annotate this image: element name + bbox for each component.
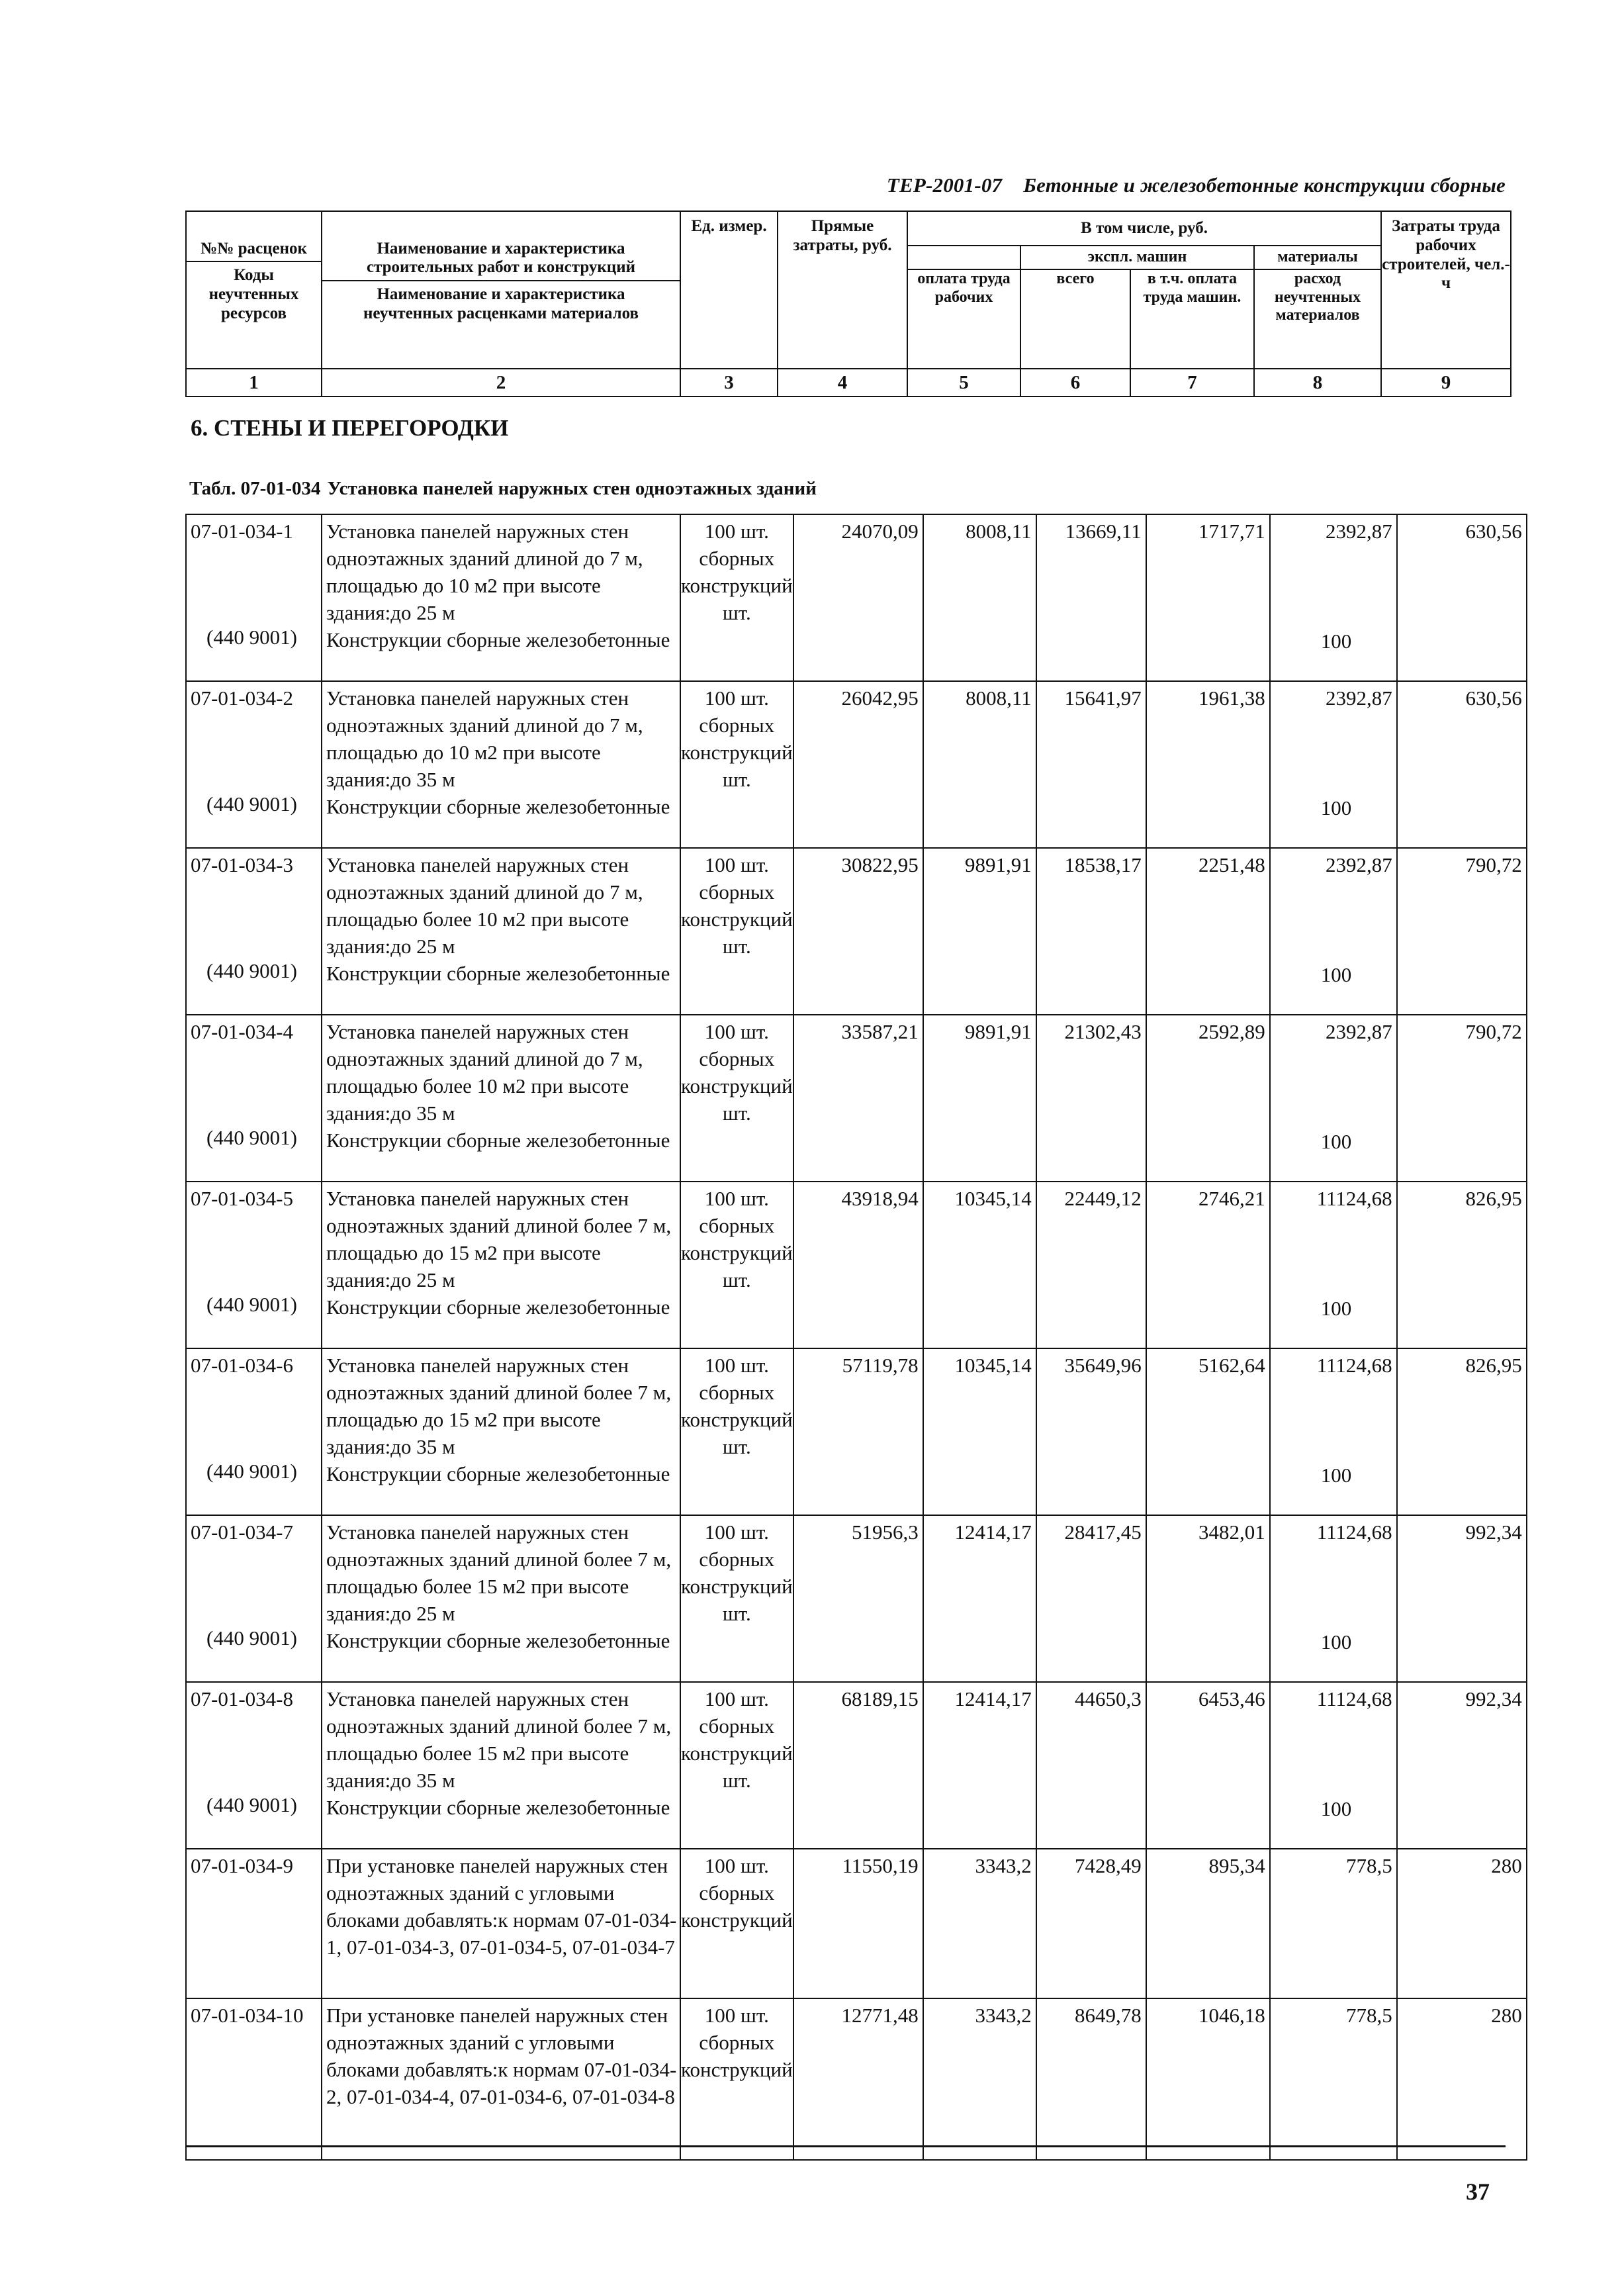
rate-code-wrap (187, 1849, 321, 1998)
table-row (186, 1998, 1527, 2160)
machines-labor-cell: 1961,38 (1146, 681, 1270, 848)
rate-code-wrap (187, 1349, 321, 1515)
header-machines-total: всего (1020, 269, 1130, 369)
unit-cell (680, 681, 793, 848)
material-description: Конструкции сборные железобетонные (326, 628, 670, 651)
direct-costs-cell: 11550,19 (793, 1849, 923, 1998)
table-row (186, 1182, 1527, 1348)
description-wrap (322, 1849, 680, 1961)
labor-pay-cell: 12414,17 (923, 1515, 1036, 1682)
rate-code-wrap (187, 849, 321, 1014)
rate-code-wrap (187, 1015, 321, 1181)
rate-code-cell (186, 1015, 322, 1182)
unit-wrap (681, 1182, 793, 1293)
unit-wrap (681, 515, 793, 626)
materials-value: 2392,87 (1325, 853, 1392, 876)
footer-rule (185, 2145, 1506, 2147)
rate-code: 07-01-034-7 (191, 1520, 293, 1544)
machines-labor-cell: 895,34 (1146, 1849, 1270, 1998)
description-cell (322, 1182, 680, 1348)
col-number-5: 5 (907, 369, 1020, 397)
resource-code: (440 9001) (206, 1460, 297, 1483)
section-title: 6. СТЕНЫ И ПЕРЕГОРОДКИ (191, 415, 509, 441)
rate-code: 07-01-034-2 (191, 686, 293, 710)
unit-value: 100 шт. сборных конструкций (681, 1020, 793, 1097)
unit-wrap (681, 849, 793, 960)
document-code: ТЕР-2001-07 (886, 173, 1003, 197)
machines-total-cell: 22449,12 (1036, 1182, 1146, 1348)
unit-value: 100 шт. сборных конструкций (681, 1520, 793, 1598)
table-caption (189, 478, 817, 500)
rate-code: 07-01-034-4 (191, 1020, 293, 1043)
description-cell (322, 1998, 680, 2160)
machines-total-cell: 7428,49 (1036, 1849, 1146, 1998)
unit-wrap (681, 1516, 793, 1627)
rate-code-cell (186, 1515, 322, 1682)
col-number-1: 1 (186, 369, 322, 397)
description-wrap (322, 1015, 680, 1154)
unit-cell (680, 1515, 793, 1682)
header-labor-hours-col: Затраты труда рабочих строителей, чел.-ч (1381, 211, 1511, 369)
rate-code-cell (186, 514, 322, 681)
machines-labor-cell: 1046,18 (1146, 1998, 1270, 2160)
work-description: Установка панелей наружных стен одноэтажных зданий длиной более 7 м, площадью до 15 м2 при высоте здания:до 25 м (326, 1187, 672, 1291)
rate-code-wrap (187, 1683, 321, 1848)
table-row (186, 1682, 1527, 1849)
materials-value: 11124,68 (1316, 1187, 1392, 1210)
materials-value: 778,5 (1345, 1854, 1392, 1877)
resource-code: (440 9001) (206, 626, 297, 649)
materials-value: 11124,68 (1316, 1520, 1392, 1544)
unit-value: 100 шт. сборных конструкций (681, 1354, 793, 1431)
unit-value: 100 шт. сборных конструкций (681, 1854, 793, 1932)
material-quantity: 100 (1320, 963, 1352, 986)
rate-code: 07-01-034-3 (191, 853, 293, 876)
rate-code-cell (186, 1682, 322, 1849)
description-wrap (322, 1516, 680, 1654)
work-description: Установка панелей наружных стен одноэтажных зданий длиной до 7 м, площадью более 10 м2 при высоте здания:до 25 м (326, 853, 643, 958)
material-unit: шт. (722, 1602, 751, 1625)
work-description: Установка панелей наружных стен одноэтажных зданий длиной до 7 м, площадью до 10 м2 при высоте здания:до 25 м (326, 520, 643, 624)
direct-costs-cell: 30822,95 (793, 848, 923, 1015)
materials-value: 778,5 (1345, 2004, 1392, 2027)
work-description: Установка панелей наружных стен одноэтажных зданий длиной более 7 м, площадью более 15 м2 при высоте здания:до 35 м (326, 1687, 672, 1792)
machines-total-cell: 18538,17 (1036, 848, 1146, 1015)
rate-code: 07-01-034-9 (191, 1854, 293, 1877)
table-row (186, 681, 1527, 848)
machines-total-cell: 21302,43 (1036, 1015, 1146, 1182)
work-description: Установка панелей наружных стен одноэтажных зданий длиной до 7 м, площадью до 10 м2 при высоте здания:до 35 м (326, 686, 643, 791)
document-title: Бетонные и железобетонные конструкции сборные (1023, 173, 1506, 197)
material-unit: шт. (722, 1268, 751, 1291)
material-unit: шт. (722, 601, 751, 624)
machines-total-cell: 44650,3 (1036, 1682, 1146, 1849)
description-cell (322, 848, 680, 1015)
rate-code-wrap (187, 1182, 321, 1348)
description-wrap (322, 515, 680, 653)
direct-costs-cell: 24070,09 (793, 514, 923, 681)
col-number-4: 4 (778, 369, 907, 397)
unit-value: 100 шт. сборных конструкций (681, 520, 793, 597)
col-number-2: 2 (322, 369, 680, 397)
materials-cell (1270, 681, 1397, 848)
unit-cell (680, 1348, 793, 1515)
machines-labor-cell: 1717,71 (1146, 514, 1270, 681)
work-description: При установке панелей наружных стен одноэтажных зданий с угловыми блоками добавлять:к нормам 07-01-034-2, 07-01-034-4, 07-01-034-6, 07-01-034-8 (326, 2004, 677, 2108)
machines-labor-cell: 3482,01 (1146, 1515, 1270, 1682)
table-row (186, 514, 1527, 681)
direct-costs-cell: 57119,78 (793, 1348, 923, 1515)
table-row (186, 1348, 1527, 1515)
material-unit: шт. (722, 1435, 751, 1458)
material-quantity: 100 (1320, 1464, 1352, 1487)
direct-costs-cell: 33587,21 (793, 1015, 923, 1182)
unit-cell (680, 514, 793, 681)
col-number-9: 9 (1381, 369, 1511, 397)
material-description: Конструкции сборные железобетонные (326, 1295, 670, 1319)
labor-pay-cell: 10345,14 (923, 1182, 1036, 1348)
header-name-col: Наименование и характеристика строительных работ и конструкций Наименование и характеристика неучтенных расценками материалов (322, 211, 680, 369)
material-quantity: 100 (1320, 630, 1352, 653)
material-quantity: 100 (1320, 1797, 1352, 1820)
materials-cell (1270, 1348, 1397, 1515)
direct-costs-cell: 26042,95 (793, 681, 923, 848)
rates-table (185, 514, 1527, 2161)
resource-code: (440 9001) (206, 1793, 297, 1816)
rate-code-wrap (187, 1999, 321, 2159)
unit-wrap (681, 1849, 793, 1934)
page-number: 37 (1466, 2178, 1490, 2205)
materials-cell (1270, 1849, 1397, 1998)
col-number-6: 6 (1020, 369, 1130, 397)
header-labor-pay: оплата труда рабочих (907, 269, 1020, 369)
machines-labor-cell: 2592,89 (1146, 1015, 1270, 1182)
material-description: Конструкции сборные железобетонные (326, 1129, 670, 1152)
table-row (186, 1015, 1527, 1182)
rate-code-cell (186, 1348, 322, 1515)
description-wrap (322, 1683, 680, 1821)
header-unit-col: Ед. измер. (680, 211, 778, 369)
unit-value: 100 шт. сборных конструкций (681, 1187, 793, 1264)
direct-costs-cell: 43918,94 (793, 1182, 923, 1348)
labor-hours-cell: 826,95 (1397, 1182, 1527, 1348)
resource-code: (440 9001) (206, 1293, 297, 1316)
unit-cell (680, 1849, 793, 1998)
machines-labor-cell: 2746,21 (1146, 1182, 1270, 1348)
unit-value: 100 шт. сборных конструкций (681, 2004, 793, 2081)
labor-hours-cell: 280 (1397, 1849, 1527, 1998)
material-description: Конструкции сборные железобетонные (326, 962, 670, 985)
description-cell (322, 1515, 680, 1682)
header-labor-pay-top (907, 246, 1020, 269)
materials-value: 2392,87 (1325, 686, 1392, 710)
material-quantity: 100 (1320, 1130, 1352, 1153)
description-cell (322, 681, 680, 848)
unit-value: 100 шт. сборных конструкций (681, 853, 793, 931)
table-row (186, 848, 1527, 1015)
materials-cell (1270, 1015, 1397, 1182)
header-material-qty: расход неучтенных материалов (1254, 269, 1381, 369)
work-description: При установке панелей наружных стен одноэтажных зданий с угловыми блоками добавлять:к нормам 07-01-034-1, 07-01-034-3, 07-01-034-5, 07-01-034-7 (326, 1854, 677, 1959)
machines-labor-cell: 2251,48 (1146, 848, 1270, 1015)
unit-cell (680, 1682, 793, 1849)
labor-hours-cell: 280 (1397, 1998, 1527, 2160)
description-wrap (322, 1999, 680, 2110)
machines-total-cell: 35649,96 (1036, 1348, 1146, 1515)
resource-code: (440 9001) (206, 959, 297, 982)
resource-code: (440 9001) (206, 792, 297, 816)
header-direct-costs-col: Прямые затраты, руб. (778, 211, 907, 369)
resource-code: (440 9001) (206, 1626, 297, 1650)
rate-code-cell (186, 1998, 322, 2160)
rate-code: 07-01-034-10 (191, 2004, 304, 2027)
header-machines: экспл. машин (1020, 246, 1254, 269)
unit-cell (680, 1998, 793, 2160)
machines-total-cell: 28417,45 (1036, 1515, 1146, 1682)
material-unit: шт. (722, 1101, 751, 1125)
description-wrap (322, 1349, 680, 1487)
materials-value: 2392,87 (1325, 1020, 1392, 1043)
description-wrap (322, 682, 680, 820)
materials-cell (1270, 1998, 1397, 2160)
rate-code-cell (186, 848, 322, 1015)
rate-code-cell (186, 681, 322, 848)
material-unit: шт. (722, 935, 751, 958)
machines-labor-cell: 6453,46 (1146, 1682, 1270, 1849)
material-quantity: 100 (1320, 1630, 1352, 1654)
work-description: Установка панелей наружных стен одноэтажных зданий длиной до 7 м, площадью более 10 м2 при высоте здания:до 35 м (326, 1020, 643, 1125)
description-cell (322, 514, 680, 681)
materials-cell (1270, 1182, 1397, 1348)
work-description: Установка панелей наружных стен одноэтажных зданий длиной более 7 м, площадью до 15 м2 при высоте здания:до 35 м (326, 1354, 672, 1458)
rate-code-wrap (187, 515, 321, 680)
material-quantity: 100 (1320, 1297, 1352, 1320)
col-number-7: 7 (1130, 369, 1254, 397)
unit-wrap (681, 682, 793, 793)
unit-wrap (681, 1349, 793, 1460)
labor-hours-cell: 790,72 (1397, 848, 1527, 1015)
unit-wrap (681, 1999, 793, 2083)
rate-code-wrap (187, 1516, 321, 1681)
machines-total-cell: 15641,97 (1036, 681, 1146, 848)
materials-value: 11124,68 (1316, 1687, 1392, 1710)
unit-wrap (681, 1015, 793, 1127)
materials-cell (1270, 1515, 1397, 1682)
rate-code-cell (186, 1849, 322, 1998)
unit-wrap (681, 1683, 793, 1794)
materials-cell (1270, 1682, 1397, 1849)
header-code-col: №№ расценок Коды неучтенных ресурсов (186, 211, 322, 369)
rate-code-wrap (187, 682, 321, 847)
material-description: Конструкции сборные железобетонные (326, 1629, 670, 1652)
rate-code: 07-01-034-6 (191, 1354, 293, 1377)
direct-costs-cell: 12771,48 (793, 1998, 923, 2160)
material-description: Конструкции сборные железобетонные (326, 795, 670, 818)
col-number-3: 3 (680, 369, 778, 397)
material-description: Конструкции сборные железобетонные (326, 1462, 670, 1485)
unit-cell (680, 1182, 793, 1348)
description-wrap (322, 1182, 680, 1321)
unit-value: 100 шт. сборных конструкций (681, 1687, 793, 1765)
description-cell (322, 1682, 680, 1849)
labor-pay-cell: 12414,17 (923, 1682, 1036, 1849)
labor-pay-cell: 3343,2 (923, 1849, 1036, 1998)
table-row (186, 1849, 1527, 1998)
work-description: Установка панелей наружных стен одноэтажных зданий длиной более 7 м, площадью более 15 м2 при высоте здания:до 25 м (326, 1520, 672, 1625)
material-description: Конструкции сборные железобетонные (326, 1796, 670, 1819)
rate-code-cell (186, 1182, 322, 1348)
material-unit: шт. (722, 768, 751, 791)
labor-pay-cell: 10345,14 (923, 1348, 1036, 1515)
unit-cell (680, 848, 793, 1015)
description-wrap (322, 849, 680, 987)
rate-code: 07-01-034-1 (191, 520, 293, 543)
machines-labor-cell: 5162,64 (1146, 1348, 1270, 1515)
materials-value: 11124,68 (1316, 1354, 1392, 1377)
material-quantity: 100 (1320, 796, 1352, 819)
materials-value: 2392,87 (1325, 520, 1392, 543)
unit-value: 100 шт. сборных конструкций (681, 686, 793, 764)
labor-hours-cell: 992,34 (1397, 1682, 1527, 1849)
unit-cell (680, 1015, 793, 1182)
direct-costs-cell: 51956,3 (793, 1515, 923, 1682)
description-cell (322, 1015, 680, 1182)
header-group-col: В том числе, руб. (907, 211, 1381, 246)
rate-code: 07-01-034-5 (191, 1187, 293, 1210)
col-number-8: 8 (1254, 369, 1381, 397)
labor-hours-cell: 826,95 (1397, 1348, 1527, 1515)
labor-pay-cell: 8008,11 (923, 681, 1036, 848)
header-machines-labor: в т.ч. оплата труда машин. (1130, 269, 1254, 369)
machines-total-cell: 13669,11 (1036, 514, 1146, 681)
description-cell (322, 1348, 680, 1515)
labor-pay-cell: 9891,91 (923, 1015, 1036, 1182)
labor-hours-cell: 790,72 (1397, 1015, 1527, 1182)
direct-costs-cell: 68189,15 (793, 1682, 923, 1849)
running-header (804, 173, 1506, 197)
labor-hours-cell: 992,34 (1397, 1515, 1527, 1682)
header-materials: материалы (1254, 246, 1381, 269)
labor-hours-cell: 630,56 (1397, 514, 1527, 681)
labor-pay-cell: 8008,11 (923, 514, 1036, 681)
machines-total-cell: 8649,78 (1036, 1998, 1146, 2160)
material-unit: шт. (722, 1769, 751, 1792)
labor-pay-cell: 9891,91 (923, 848, 1036, 1015)
rate-code: 07-01-034-8 (191, 1687, 293, 1710)
labor-hours-cell: 630,56 (1397, 681, 1527, 848)
labor-pay-cell: 3343,2 (923, 1998, 1036, 2160)
description-cell (322, 1849, 680, 1998)
materials-cell (1270, 514, 1397, 681)
column-header-table (185, 210, 1511, 397)
resource-code: (440 9001) (206, 1126, 297, 1149)
table-number: Табл. 07-01-034 (189, 478, 321, 499)
table-title: Установка панелей наружных стен одноэтажных зданий (327, 478, 817, 499)
materials-cell (1270, 848, 1397, 1015)
table-row (186, 1515, 1527, 1682)
